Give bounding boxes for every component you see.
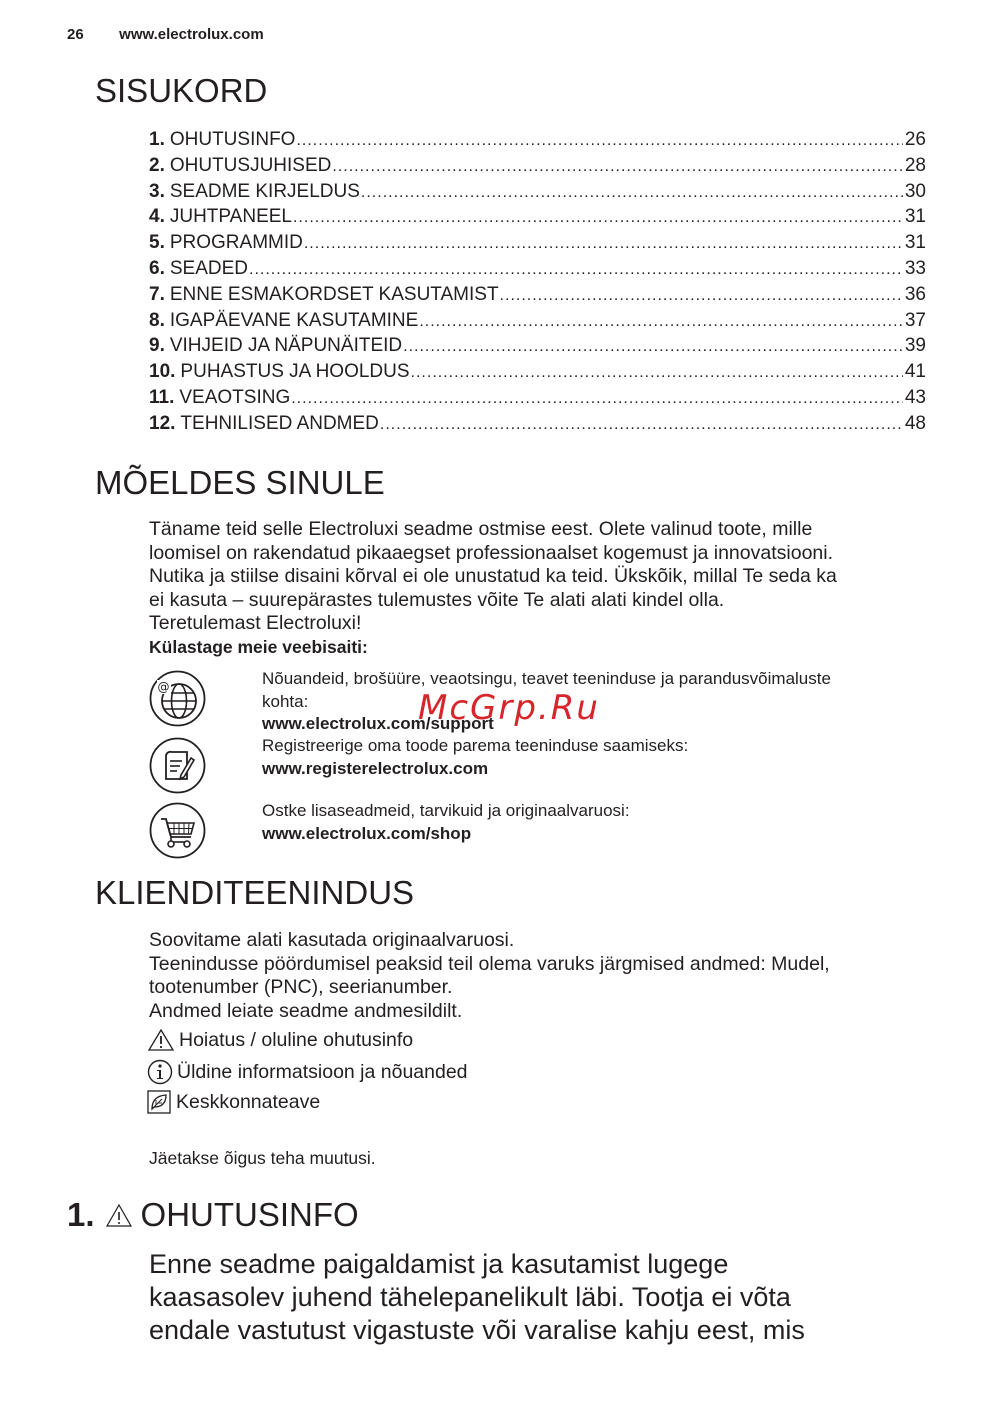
shop-link[interactable]: www.electrolux.com/shop bbox=[262, 823, 472, 843]
toc-item[interactable]: 2. OHUTUSJUHISED ..... 28 bbox=[149, 153, 926, 179]
toc-item[interactable]: 12. TEHNILISED ANDMED ..... 48 bbox=[149, 411, 926, 437]
service-paragraph: Soovitame alati kasutada originaalvaruosi. Teenindusse pöördumisel peaksid teil olema varuks järgmised andmed: Mudel, tootenumber (PNC), seerianumber. Andmed leiate seadme andmesildilt. bbox=[149, 929, 830, 1022]
section-heading: 1. OHUTUSINFO bbox=[67, 1196, 359, 1233]
watermark: McGrp.Ru bbox=[418, 688, 600, 728]
legend-environment: Keskkonnateave bbox=[147, 1090, 320, 1115]
page-number: 26 bbox=[67, 26, 84, 43]
thinking-heading: MÕELDES SINULE bbox=[95, 464, 385, 501]
globe-at-icon bbox=[149, 670, 206, 727]
page-header bbox=[67, 26, 264, 43]
warning-triangle-icon bbox=[147, 1028, 175, 1052]
thinking-paragraph: Täname teid selle Electroluxi seadme ostmise eest. Olete valinud toote, mille loomisel on rakendatud pikaaegset professionaalset kogemust ja innovatsiooni. Nutika ja stiilse disaini kõrval ei ole unustatud ka teid. Ükskõik, millal Te seda ka ei kasuta – suurepärastes tulemustes võite Te alati alati kindel olla. Teretulemast Electroluxi! Külastage meie veebisaiti: bbox=[149, 518, 929, 658]
toc-leader bbox=[296, 128, 902, 154]
toc-heading: SISUKORD bbox=[95, 72, 268, 109]
shopping-cart-icon bbox=[149, 802, 206, 859]
toc-leader bbox=[304, 231, 903, 257]
leaf-environment-icon bbox=[147, 1090, 172, 1115]
toc-leader bbox=[361, 180, 903, 206]
toc-item[interactable]: 1. OHUTUSINFO ..... 26 bbox=[149, 127, 926, 153]
visit-label: Külastage meie veebisaiti: bbox=[149, 636, 368, 657]
table-of-contents bbox=[149, 127, 926, 437]
warning-triangle-icon bbox=[105, 1203, 133, 1228]
register-document-icon bbox=[149, 737, 206, 794]
legend-info: Üldine informatsioon ja nõuanded bbox=[147, 1059, 468, 1085]
header-website[interactable]: www.electrolux.com bbox=[119, 26, 264, 43]
service-heading: KLIENDITEENINDUS bbox=[95, 874, 415, 911]
toc-item[interactable]: 11. VEAOTSING ..... 43 bbox=[149, 385, 926, 411]
svg-text:@: @ bbox=[157, 680, 170, 694]
toc-item[interactable]: 8. IGAPÄEVANE KASUTAMINE ..... 37 bbox=[149, 308, 926, 334]
toc-leader bbox=[403, 334, 903, 360]
toc-item[interactable]: 4. JUHTPANEEL ..... 31 bbox=[149, 204, 926, 230]
toc-item[interactable]: 5. PROGRAMMID ..... 31 bbox=[149, 230, 926, 256]
toc-leader bbox=[293, 205, 903, 231]
toc-item[interactable]: 9. VIHJEID JA NÄPUNÄITEID ..... 39 bbox=[149, 333, 926, 359]
toc-leader bbox=[419, 309, 903, 335]
toc-leader bbox=[500, 283, 903, 309]
toc-leader bbox=[380, 412, 903, 438]
toc-item[interactable]: 3. SEADME KIRJELDUS ..... 30 bbox=[149, 179, 926, 205]
register-link[interactable]: www.registerelectrolux.com bbox=[262, 758, 489, 778]
toc-leader bbox=[249, 257, 903, 283]
support-link[interactable]: www.electrolux.com/support bbox=[262, 714, 494, 733]
toc-leader bbox=[411, 360, 903, 386]
toc-item[interactable]: 10. PUHASTUS JA HOOLDUS ..... 41 bbox=[149, 359, 926, 385]
legend-warning: Hoiatus / oluline ohutusinfo bbox=[147, 1028, 413, 1052]
change-note: Jäetakse õigus teha muutusi. bbox=[149, 1148, 376, 1168]
toc-item[interactable]: 7. ENNE ESMAKORDSET KASUTAMIST ..... 36 bbox=[149, 282, 926, 308]
info-circle-icon bbox=[147, 1059, 173, 1085]
toc-leader bbox=[332, 154, 902, 180]
section-intro: Enne seadme paigaldamist ja kasutamist lugege kaasasolev juhend tähelepanelikult läbi. Tootja ei võta endale vastutust vigastuste või varalise kahju eest, mis bbox=[149, 1249, 805, 1345]
toc-leader bbox=[291, 386, 903, 412]
toc-item[interactable]: 6. SEADED ..... 33 bbox=[149, 256, 926, 282]
